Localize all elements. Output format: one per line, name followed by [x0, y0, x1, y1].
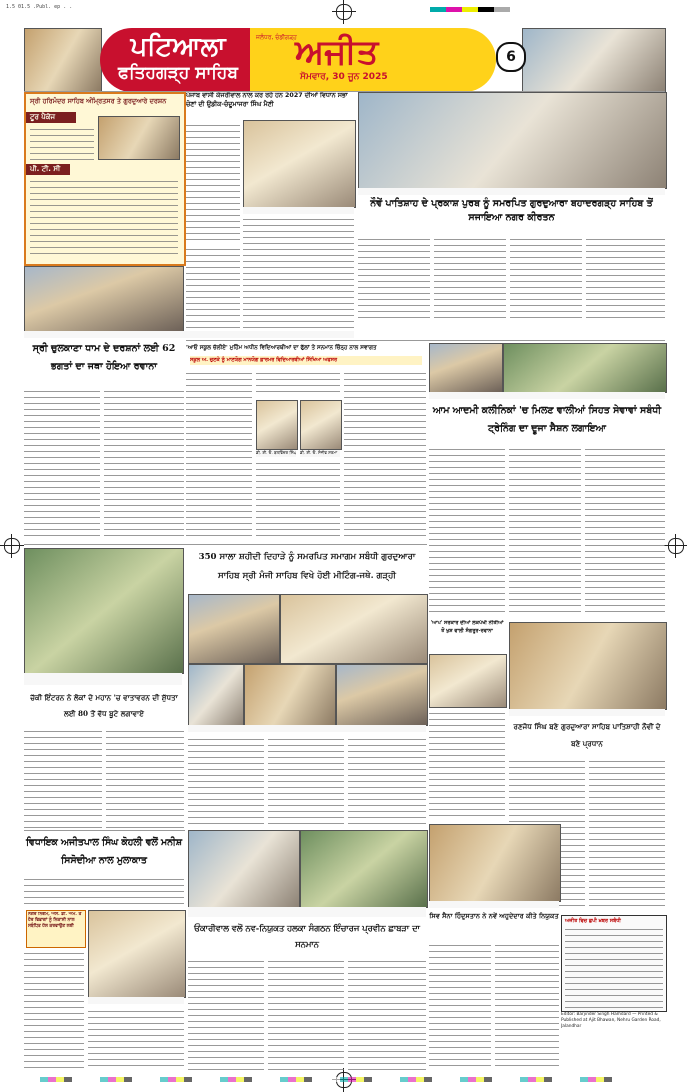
photo-gurdwara-committee — [509, 622, 667, 710]
headline-a4: 'ਆਓ ਸਕੂਲ ਚੱਲੀਏ' ਮੁਹਿੰਮ ਅਧੀਨ ਵਿਦਿਆਰਥੀਆਂ ਦਾ ਫੁੱਲਾਂ ਤੇ ਸਨਮਾਨ ਚਿੰਨ੍ਹ ਨਾਲ ਸਵਾਗਤ — [186, 345, 377, 351]
subheadline-a4: ਸਕੂਲ ਅ. ਚੁਣਕੇ ਨੂੰ ਮਾਣਯੋਗ ਮਾਨਯੋਗ ਫ਼ਾਰਮਰ ਵਿਦਿਆਰਥੀਆਂ ਸਿੱਖਿਆ ਅਫਸਰ — [190, 356, 422, 365]
photo-a1 — [243, 120, 356, 208]
caption-gurdwara-committee — [509, 709, 665, 716]
photo-gathering-left — [24, 266, 184, 332]
color-bar-bottom — [40, 1077, 640, 1082]
caption-clinic — [429, 392, 665, 399]
registration-mark-left — [4, 538, 20, 554]
body-a7-col1 — [24, 728, 102, 828]
caption-meeting — [188, 725, 426, 732]
body-a2-col4 — [586, 236, 665, 322]
photo-meeting-2 — [280, 594, 428, 664]
body-a9-col3 — [88, 1008, 184, 1070]
photo-tree-planting — [24, 548, 184, 674]
headline-a1: ਪੰਜਾਬ ਵਾਸੀ ਕੇਜਰੀਵਾਲ ਨਾਲ ਕਰ ਰਹੇ ਹਨ 2027 ਦੀਆਂ ਵਿਧਾਨ ਸਭਾ ਚੋਣਾਂ ਦੀ ਉਡੀਕ-ਚੰਦੂਮਾਜਰਾ ਸਿੰਘ ਮੈਣੀ — [186, 92, 348, 108]
photo-meeting-5 — [336, 664, 428, 726]
masthead-brand: ਅਜੀਤ — [295, 32, 379, 72]
caption-shiv-sena — [429, 901, 559, 908]
masthead-edition: ਜਲੰਧਰ, ਚੰਡੀਗੜ੍ਹ — [256, 34, 297, 41]
caption-a1 — [243, 207, 354, 214]
headline-a6: 350 ਸਾਲਾ ਸ਼ਹੀਦੀ ਦਿਹਾੜੇ ਨੂੰ ਸਮਰਪਿਤ ਸਮਾਗਮ ਸਬੰਧੀ ਗੁਰਦੁਆਰਾ ਸਾਹਿਬ ਸ੍ਰੀ ਮੰਜੀ ਸਾਹਿਬ ਵਿਖੇ ਹੋਈ ਮੀਟਿੰਗ-ਜਥੇ. ਗੜ੍ਹੀ — [198, 552, 416, 581]
body-a4-col2 — [256, 370, 340, 396]
page-number: 6 — [496, 42, 526, 72]
body-a3-col1 — [24, 388, 100, 540]
body-a5-col3 — [585, 446, 665, 616]
masthead-city-line2: ਫਤਿਹਗੜ੍ਹ ਸਾਹਿਬ — [118, 63, 238, 83]
headline-a7: ਚੱਕੀ ਇੰਟਰਨ ਨੇ ਲੋਕਾਂ ਦੇ ਮਹਾਨ 'ਚ ਵਾਤਾਵਰਨ ਦੀ ਸ਼ੁੱਧਤਾ ਲਈ 80 ਤੋਂ ਵੱਧ ਬੂਟੇ ਲਗਾਵਾਏ — [30, 693, 178, 718]
tour-promo-box — [24, 92, 186, 266]
promo-text-1 — [30, 126, 94, 160]
body-a4-col3 — [344, 370, 426, 540]
caption-tree-planting — [24, 673, 182, 685]
photo-honour-2 — [300, 830, 428, 908]
body-a8-col2 — [589, 758, 665, 906]
body-a1-col1 — [186, 122, 240, 242]
headline-a3: ਸ੍ਰੀ ਚੁਲਕਾਣਾ ਧਾਮ ਦੇ ਦਰਸ਼ਨਾਂ ਲਈ 62 ਭਗਤਾਂ ਦਾ ਜਥਾ ਹੋਇਆ ਰਵਾਨਾ — [32, 343, 176, 372]
body-a12 — [429, 710, 505, 820]
body-a2-col1 — [358, 236, 430, 322]
body-a6-col1 — [188, 736, 264, 826]
body-a9-col1 — [24, 876, 184, 906]
photo-shiv-sena — [429, 824, 561, 902]
photo-honour-1 — [188, 830, 300, 908]
body-a3-col2 — [104, 388, 184, 540]
masthead — [100, 28, 496, 92]
headline-a2: ਨੌਵੇਂ ਪਾਤਿਸ਼ਾਹ ਦੇ ਪ੍ਰਕਾਸ਼ ਪੁਰਬ ਨੂੰ ਸਮਰਪਿਤ ਗੁਰਦੁਆਰਾ ਬਹਾਦਰਗੜ੍ਹ ਸਾਹਿਬ ਤੋਂ ਸਜਾਇਆ ਨਗਰ ਕੀਰਤਨ — [370, 198, 653, 223]
body-a10-col2 — [268, 958, 344, 1070]
caption-mla-meeting — [88, 997, 184, 1004]
photo-meeting-1 — [188, 594, 280, 664]
photo-mla-meeting — [88, 910, 186, 998]
photo-meeting-4 — [244, 664, 336, 726]
portrait-caption-1: ਡੀ. ਈ. ਓ. ਬਲਵਿੰਦਰ ਸਿੰਘ — [256, 450, 296, 455]
body-a2-col2 — [434, 236, 506, 322]
section-rule-1 — [186, 340, 665, 341]
notice-box — [561, 915, 667, 1012]
promo-text-2 — [30, 178, 178, 258]
notice-title: ਅਜੀਤ ਵਿਚ ਛਪੀ ਖ਼ਬਰ ਸਬੰਧੀ — [565, 918, 621, 924]
caption-nagar-kirtan — [358, 188, 665, 195]
body-a10-col3 — [348, 958, 426, 1070]
body-a5-col1 — [429, 446, 505, 616]
heritage-building-photo — [24, 28, 102, 92]
headline-a8: ਰਣਜੋਧ ਸਿੰਘ ਬਣੇ ਗੁਰਦੁਆਰਾ ਸਾਹਿਬ ਪਾਤਿਸ਼ਾਹੀ ਨੌਵੀਂ ਦੇ ਬਣੇ ਪ੍ਰਧਾਨ — [513, 722, 661, 748]
masthead-date: ਸੋਮਵਾਰ, 30 ਜੂਨ 2025 — [300, 72, 388, 82]
portrait-aap-leader — [429, 654, 507, 708]
notice-text — [565, 926, 663, 1008]
promo-label-2: ਪੀ. ਟੀ. ਸੀ — [26, 164, 70, 175]
print-header: 1.5 01.5 .Publ. ep . . — [6, 4, 73, 10]
portrait-deo-2 — [300, 400, 342, 450]
body-a10-col1 — [188, 958, 264, 1070]
body-a4-col1 — [186, 370, 252, 540]
caption-gathering-left — [24, 331, 354, 338]
body-a7-col2 — [106, 728, 184, 828]
body-a4-col2b — [256, 460, 340, 540]
headline-a12: 'ਆਪ' ਸਰਕਾਰ ਦੀਆਂ ਲੋਕਪੱਖੀ ਨੀਤੀਆਂ ਤੋਂ ਖੁਸ਼ ਵਾਲੀ ਸੰਗਰੂਰ-ਰਵਾਨਾ — [430, 620, 504, 634]
golden-temple-photo — [98, 116, 180, 160]
photo-nagar-kirtan — [358, 92, 667, 189]
promo-label-1: ਟੂਰ ਪੈਕੇਜ — [26, 112, 76, 123]
registration-mark-top — [336, 4, 352, 20]
photo-clinic-training-2 — [503, 343, 667, 393]
photo-meeting-3 — [188, 664, 244, 726]
gurdwara-skyline-photo — [522, 28, 666, 92]
portrait-caption-2: ਡੀ. ਈ. ਓ. ਸੰਜੀਵ ਸ਼ਰਮਾ — [300, 450, 340, 457]
photo-clinic-training-1 — [429, 343, 503, 393]
masthead-city-line1: ਪਟਿਆਲਾ — [130, 32, 226, 62]
body-a11-col2 — [495, 942, 559, 1070]
headline-a9: ਵਿਧਾਇਕ ਅਜੀਤਪਾਲ ਸਿੰਘ ਕੋਹਲੀ ਵਲੋਂ ਮਨੀਸ਼ ਸਿਸੋਦੀਆ ਨਾਲ ਮੁਲਾਕਾਤ — [26, 837, 182, 866]
body-a6-col3 — [348, 736, 426, 826]
body-a5-col2 — [509, 446, 581, 616]
section-rule-2 — [24, 544, 427, 545]
promo-title: ਸ੍ਰੀ ਹਰਿਮੰਦਰ ਸਾਹਿਬ ਅੰਮ੍ਰਿਤਸਰ ਤੇ ਗੁਰਦੁਆਰੇ ਦਰਸ਼ਨ — [26, 96, 180, 107]
headline-a11: ਸਿਵ ਸੈਨਾ ਹਿੰਦੁਸਤਾਨ ਨੇ ਨਵੇਂ ਅਹੁਦੇਦਾਰ ਕੀਤੇ ਨਿਯੁਕਤ — [429, 912, 559, 920]
portrait-deo-1 — [256, 400, 298, 450]
headline-a10: ਓਂਕਾਰੀਵਾਲ ਵਲੋਂ ਨਵ-ਨਿਯੁਕਤ ਹਲਕਾ ਸੰਗਠਨ ਇੰਚਾਰਜ ਪ੍ਰਵੀਨ ਛਾਬੜਾ ਦਾ ਸਨਮਾਨ — [194, 923, 420, 949]
headline-a5: ਆਮ ਆਦਮੀ ਕਲੀਨਿਕਾਂ 'ਚ ਮਿਲਣ ਵਾਲੀਆਂ ਸਿਹਤ ਸੇਵਾਵਾਂ ਸਬੰਧੀ ਟ੍ਰੇਨਿੰਗ ਦਾ ਦੂਜਾ ਸੈਸ਼ਨ ਲਗਾਇਆ — [432, 405, 662, 434]
headline-a13: ਨਗਰ ਨਿਗਮ, ਐੱਸ. ਡੀ. ਐੱਮ. ਤੇ ਹੋਰ ਵਿਭਾਗਾਂ ਨੂੰ ਨਿਕਾਸੀ ਨਾਲ ਸਬੰਧਿਤ ਹੱਲ ਕਰਵਾਉਣ ਲਈ — [28, 912, 82, 930]
footer-imprint: Editor: Barjinder Singh Hamdard — Printed & Published at Ajit Bhawan, Nehru Garden Road, Jalandhar — [561, 1012, 661, 1029]
body-a11-col1 — [429, 942, 491, 1070]
color-bar-top — [430, 7, 510, 12]
body-a1-col2 — [243, 216, 354, 328]
caption-honour — [188, 907, 426, 917]
body-a6-col2 — [268, 736, 344, 826]
section-rule-3 — [24, 830, 185, 831]
body-a2-col3 — [510, 236, 582, 322]
registration-mark-right — [668, 538, 684, 554]
body-a1-col1b — [186, 246, 240, 328]
body-a9-col2 — [24, 950, 84, 1070]
